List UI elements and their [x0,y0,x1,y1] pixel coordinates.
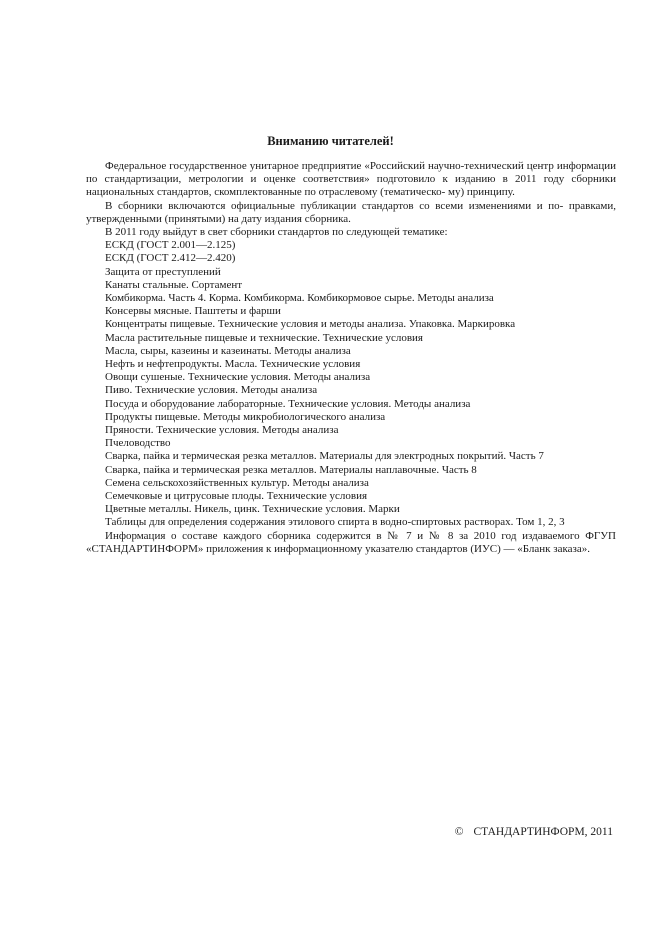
body-text [86,160,616,556]
list-item: Таблицы для определения содержания этилового спирта в водно-спиртовых растворах. Том 1, 2, 3 [105,516,565,529]
list-item: ЕСКД (ГОСТ 2.412—2.420) [105,252,236,265]
list-item: Пиво. Технические условия. Методы анализа [105,384,318,397]
list-item: Цветные металлы. Никель, цинк. Технические условия. Марки [105,503,400,516]
list-item: Посуда и оборудование лабораторные. Технические условия. Методы анализа [105,397,471,410]
list-item: Семена сельскохозяйственных культур. Методы анализа [105,476,369,489]
topics-intro-paragraph: В 2011 году выйдут в свет сборники стандартов по следующей тематике: [105,226,448,239]
info-paragraph: Информация о составе каждого сборника содержится в № 7 и № 8 за 2010 год издаваемого ФГУП «СТАНДАРТИНФОРМ» приложения к информационному указателю стандартов (ИУС) — «Бланк заказа». [86,529,616,555]
page-title: Вниманию читателей! [267,134,394,148]
list-item: Концентраты пищевые. Технические условия и методы анализа. Упаковка. Маркировка [105,318,516,331]
copyright-symbol: © [454,826,464,838]
copyright-notice [455,825,613,839]
list-item: Комбикорма. Часть 4. Корма. Комбикорма. Комбикормовое сырье. Методы анализа [105,292,494,305]
list-item: Пряности. Технические условия. Методы анализа [105,424,339,437]
list-item: Масла, сыры, казеины и казеинаты. Методы анализа [105,344,351,357]
intro-paragraph: Федеральное государственное унитарное предприятие «Российский научно-технический центр информации по стандартизации, метрологии и оценке соответствия» подготовило к изданию в 2011 году сборники национальных стандартов, скомплектованные по отраслевому (тематическо- му) принципу. [86,160,616,199]
list-item: Консервы мясные. Паштеты и фарши [105,305,281,318]
collections-list [86,239,616,529]
list-item: Сварка, пайка и термическая резка металлов. Материалы наплавочные. Часть 8 [105,463,477,476]
contents-paragraph: В сборники включаются официальные публикации стандартов со всеми изменениями и по- правками, утвержденными (принятыми) на дату издания сборника. [86,199,616,225]
list-item: Семечковые и цитрусовые плоды. Технические условия [105,490,368,503]
list-item: Овощи сушеные. Технические условия. Методы анализа [105,371,371,384]
list-item: ЕСКД (ГОСТ 2.001—2.125) [105,239,236,252]
copyright-text: СТАНДАРТИНФОРМ, 2011 [473,826,613,838]
list-item: Масла растительные пищевые и технические. Технические условия [105,331,423,344]
list-item: Нефть и нефтепродукты. Масла. Технические условия [105,358,361,371]
list-item: Канаты стальные. Сортамент [105,278,243,291]
list-item: Пчеловодство [105,437,171,450]
list-item: Сварка, пайка и термическая резка металлов. Материалы для электродных покрытий. Часть 7 [105,450,544,463]
list-item: Защита от преступлений [105,265,221,278]
list-item: Продукты пищевые. Методы микробиологического анализа [105,410,386,423]
